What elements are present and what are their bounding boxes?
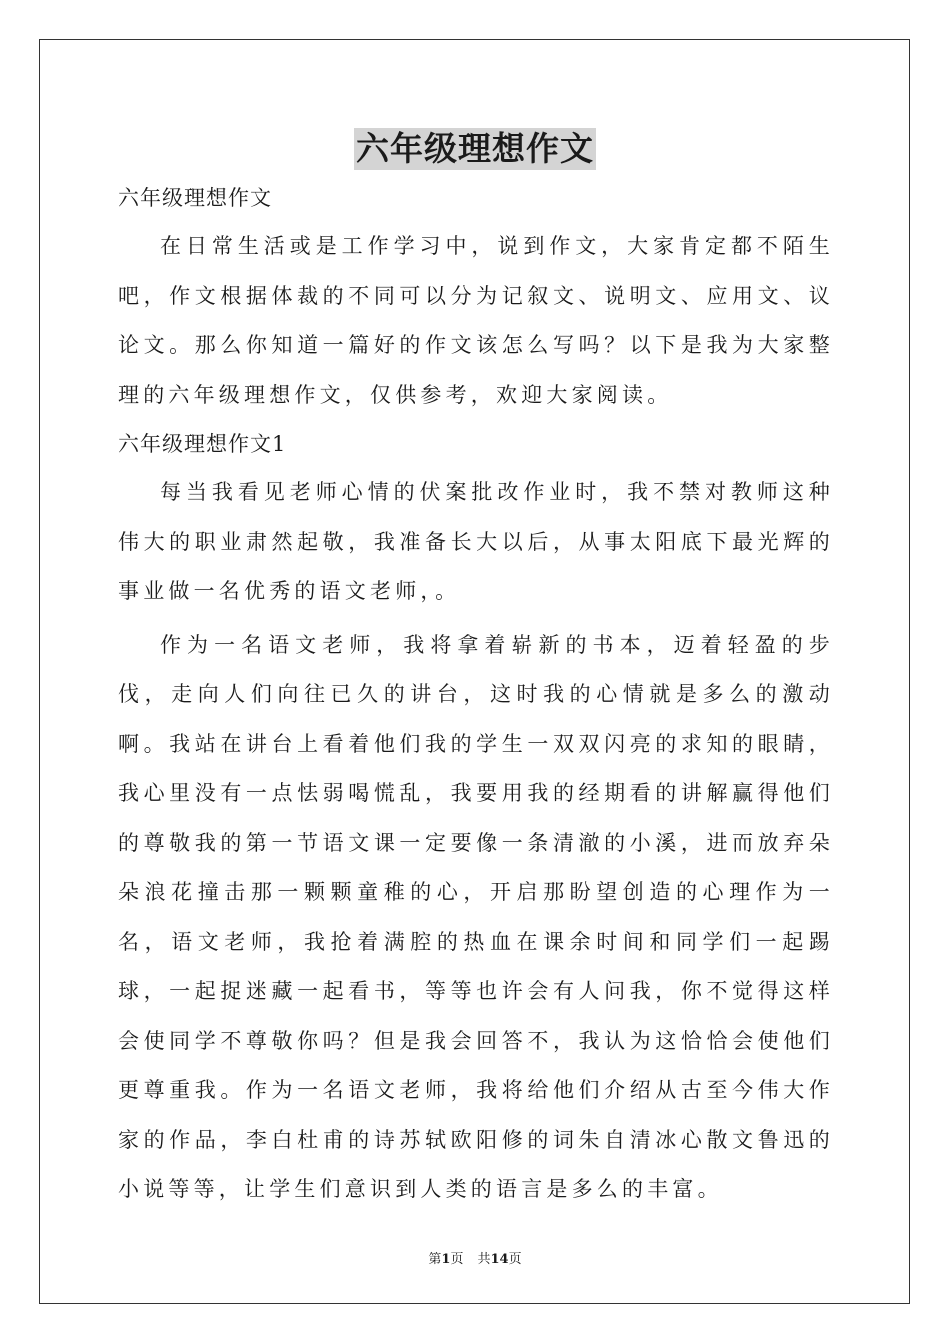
document-body — [118, 180, 834, 1219]
body-paragraph-2: 作为一名语文老师，我将拿着崭新的书本，迈着轻盈的步伐，走向人们向往已久的讲台，这时我的心情就是多么的激动啊。我站在讲台上看着他们我的学生一双双闪亮的求知的眼睛，我心里没有一点怯弱喝慌乱，我要用我的经期看的讲解赢得他们的尊敬我的第一节语文课一定要像一条清澈的小溪，进而放弃朵朵浪花撞击那一颗颗童稚的心，开启那盼望创造的心理作为一名，语文老师，我抢着满腔的热血在课余时间和同学们一起踢球，一起捉迷藏一起看书，等等也许会有人问我，你不觉得这样会使同学不尊敬你吗？但是我会回答不，我认为这恰恰会使他们更尊重我。作为一名语文老师，我将给他们介绍从古至今伟大作家的作品，李白杜甫的诗苏轼欧阳修的词朱自清冰心散文鲁迅的小说等等，让学生们意识到人类的语言是多么的丰富。 — [118, 632, 834, 1201]
document-subtitle: 六年级理想作文 — [118, 186, 272, 210]
total-suffix: 页 — [508, 1252, 522, 1267]
total-prefix: 共 — [477, 1252, 491, 1267]
page-suffix: 页 — [450, 1252, 464, 1267]
page-current: 1 — [441, 1252, 451, 1267]
section-heading: 六年级理想作文1 — [118, 432, 287, 456]
intro-paragraph: 在日常生活或是工作学习中，说到作文，大家肯定都不陌生吧，作文根据体裁的不同可以分为记叙文、说明文、应用文、议论文。那么你知道一篇好的作文该怎么写吗？以下是我为大家整理的六年级理想作文，仅供参考，欢迎大家阅读。 — [118, 234, 834, 407]
total-pages: 14 — [490, 1252, 509, 1267]
body-paragraph-1: 每当我看见老师心情的伏案批改作业时，我不禁对教师这种伟大的职业肃然起敬，我准备长大以后，从事太阳底下最光辉的事业做一名优秀的语文老师，。 — [118, 480, 834, 603]
document-title: 六年级理想作文 — [356, 129, 594, 168]
title-container — [0, 128, 950, 170]
page-footer — [0, 1248, 950, 1267]
page-prefix: 第 — [428, 1252, 442, 1267]
